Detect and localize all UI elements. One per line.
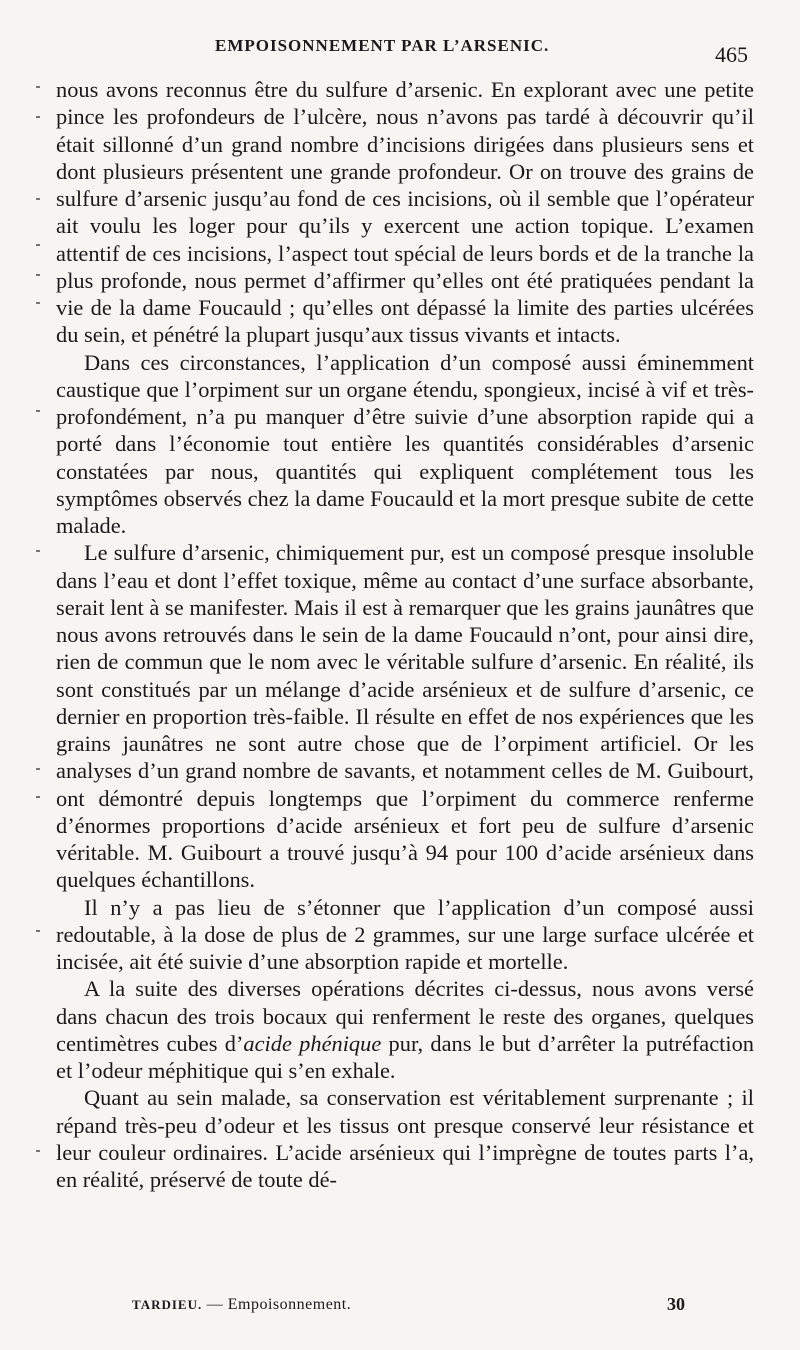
running-title: EMPOISONNEMENT PAR L’ARSENIC. — [215, 36, 550, 55]
margin-tick — [36, 796, 40, 798]
margin-tick — [36, 1150, 40, 1152]
paragraph — [56, 975, 754, 1084]
paragraph-text: pur, dans le but d’arrêter la putréfaction et l’odeur méphitique qui s’en exhale. — [56, 1030, 754, 1083]
page-number: 465 — [715, 42, 748, 67]
margin-marks — [36, 86, 46, 1236]
italic-term: acide phénique — [243, 1030, 382, 1056]
paragraph: Le sulfure d’arsenic, chimiquement pur, est un composé presque insoluble dans l’eau et dont l’effet toxique, même au contact d’une surface absorbante, serait lent à se manifester. Mais il est à remarquer que les grains jaunâtres que nous avons retrouvés dans le sein de la dame Foucauld n’ont, pour ainsi dire, rien de commun que le nom avec le véritable sulfure d’arsenic. En réalité, ils sont constitués par un mélange d’acide arsénieux et de sulfure d’arsenic, ce dernier en proportion très-faible. Il résulte en effet de nos expériences que les grains jaunâtres ne sont autre chose que de l’orpiment artificiel. Or les analyses d’un grand nombre de savants, et notamment celles de M. Guibourt, ont démontré depuis longtemps que l’orpiment du commerce renferme d’énormes proportions d’acide arsénieux et fort peu de sulfure d’arsenic véritable. M. Guibourt a trouvé jusqu’à 94 pour 100 d’acide arsénieux dans quelques échantillons. — [56, 540, 754, 893]
footer-separator: — — [202, 1296, 228, 1313]
page-footer — [0, 1292, 800, 1322]
margin-tick — [36, 410, 40, 412]
footer-book-title: Empoisonnement. — [227, 1296, 352, 1313]
paragraph: Dans ces circonstances, l’application d’un composé aussi éminemment caustique que l’orpiment sur un organe étendu, spongieux, incisé à vif et très-profondément, n’a pu manquer d’être suivie d’une absorption rapide qui a porté dans l’économie tout entière les quantités considérables d’arsenic constatées par nous, quantités qui expliquent complétement tous les symptômes observés chez la dame Foucauld et la mort presque subite de cette malade. — [56, 349, 754, 538]
body-text — [56, 76, 754, 1193]
margin-tick — [36, 930, 40, 932]
margin-tick — [36, 768, 40, 770]
margin-tick — [36, 244, 40, 246]
margin-tick — [36, 302, 40, 304]
paragraph-continued: nous avons reconnus être du sulfure d’arsenic. En explorant avec une petite pince les profondeurs de l’ulcère, nous n’avons pas tardé à découvrir qu’il était sillonné d’un grand nombre d’incisions dirigées dans plusieurs sens et dont plusieurs présentent une grande profondeur. Or on trouve des grains de sulfure d’arsenic jusqu’au fond de ces incisions, où il semble que l’opérateur ait voulu les loger pour qu’ils y exercent une action topique. L’examen attentif de ces incisions, l’aspect tout spécial de leurs bords et de la tranche la plus profonde, nous permet d’affirmer qu’elles ont été pratiquées pendant la vie de la dame Foucauld ; qu’elles ont dépassé la limite des parties ulcérées du sein, et pénétré la plupart jusqu’aux tissus vivants et intacts. — [56, 77, 754, 348]
footer-author: TARDIEU. — [132, 1297, 203, 1312]
page-header — [0, 36, 800, 70]
margin-tick — [36, 550, 40, 552]
margin-tick — [36, 274, 40, 276]
margin-tick — [36, 116, 40, 118]
paragraph-text: A la suite des diverses opérations décrites ci-dessus, nous avons versé dans chacun des trois bocaux qui renferment le reste des organes, quelques centimètres cubes d’ — [56, 976, 754, 1056]
signature-line — [132, 1296, 351, 1314]
margin-tick — [36, 198, 40, 200]
margin-tick — [36, 86, 40, 88]
paragraph: Quant au sein malade, sa conservation est véritablement surprenante ; il répand très-peu d’odeur et les tissus ont presque conservé leur résistance et leur couleur ordinaires. L’acide arsénieux qui l’imprègne de toutes parts l’a, en réalité, préservé de toute dé- — [56, 1085, 754, 1192]
paragraph: Il n’y a pas lieu de s’étonner que l’application d’un composé aussi redoutable, à la dose de plus de 2 grammes, sur une large surface ulcérée et incisée, ait été suivie d’une absorption rapide et mortelle. — [56, 894, 754, 974]
sheet-number: 30 — [667, 1294, 685, 1314]
